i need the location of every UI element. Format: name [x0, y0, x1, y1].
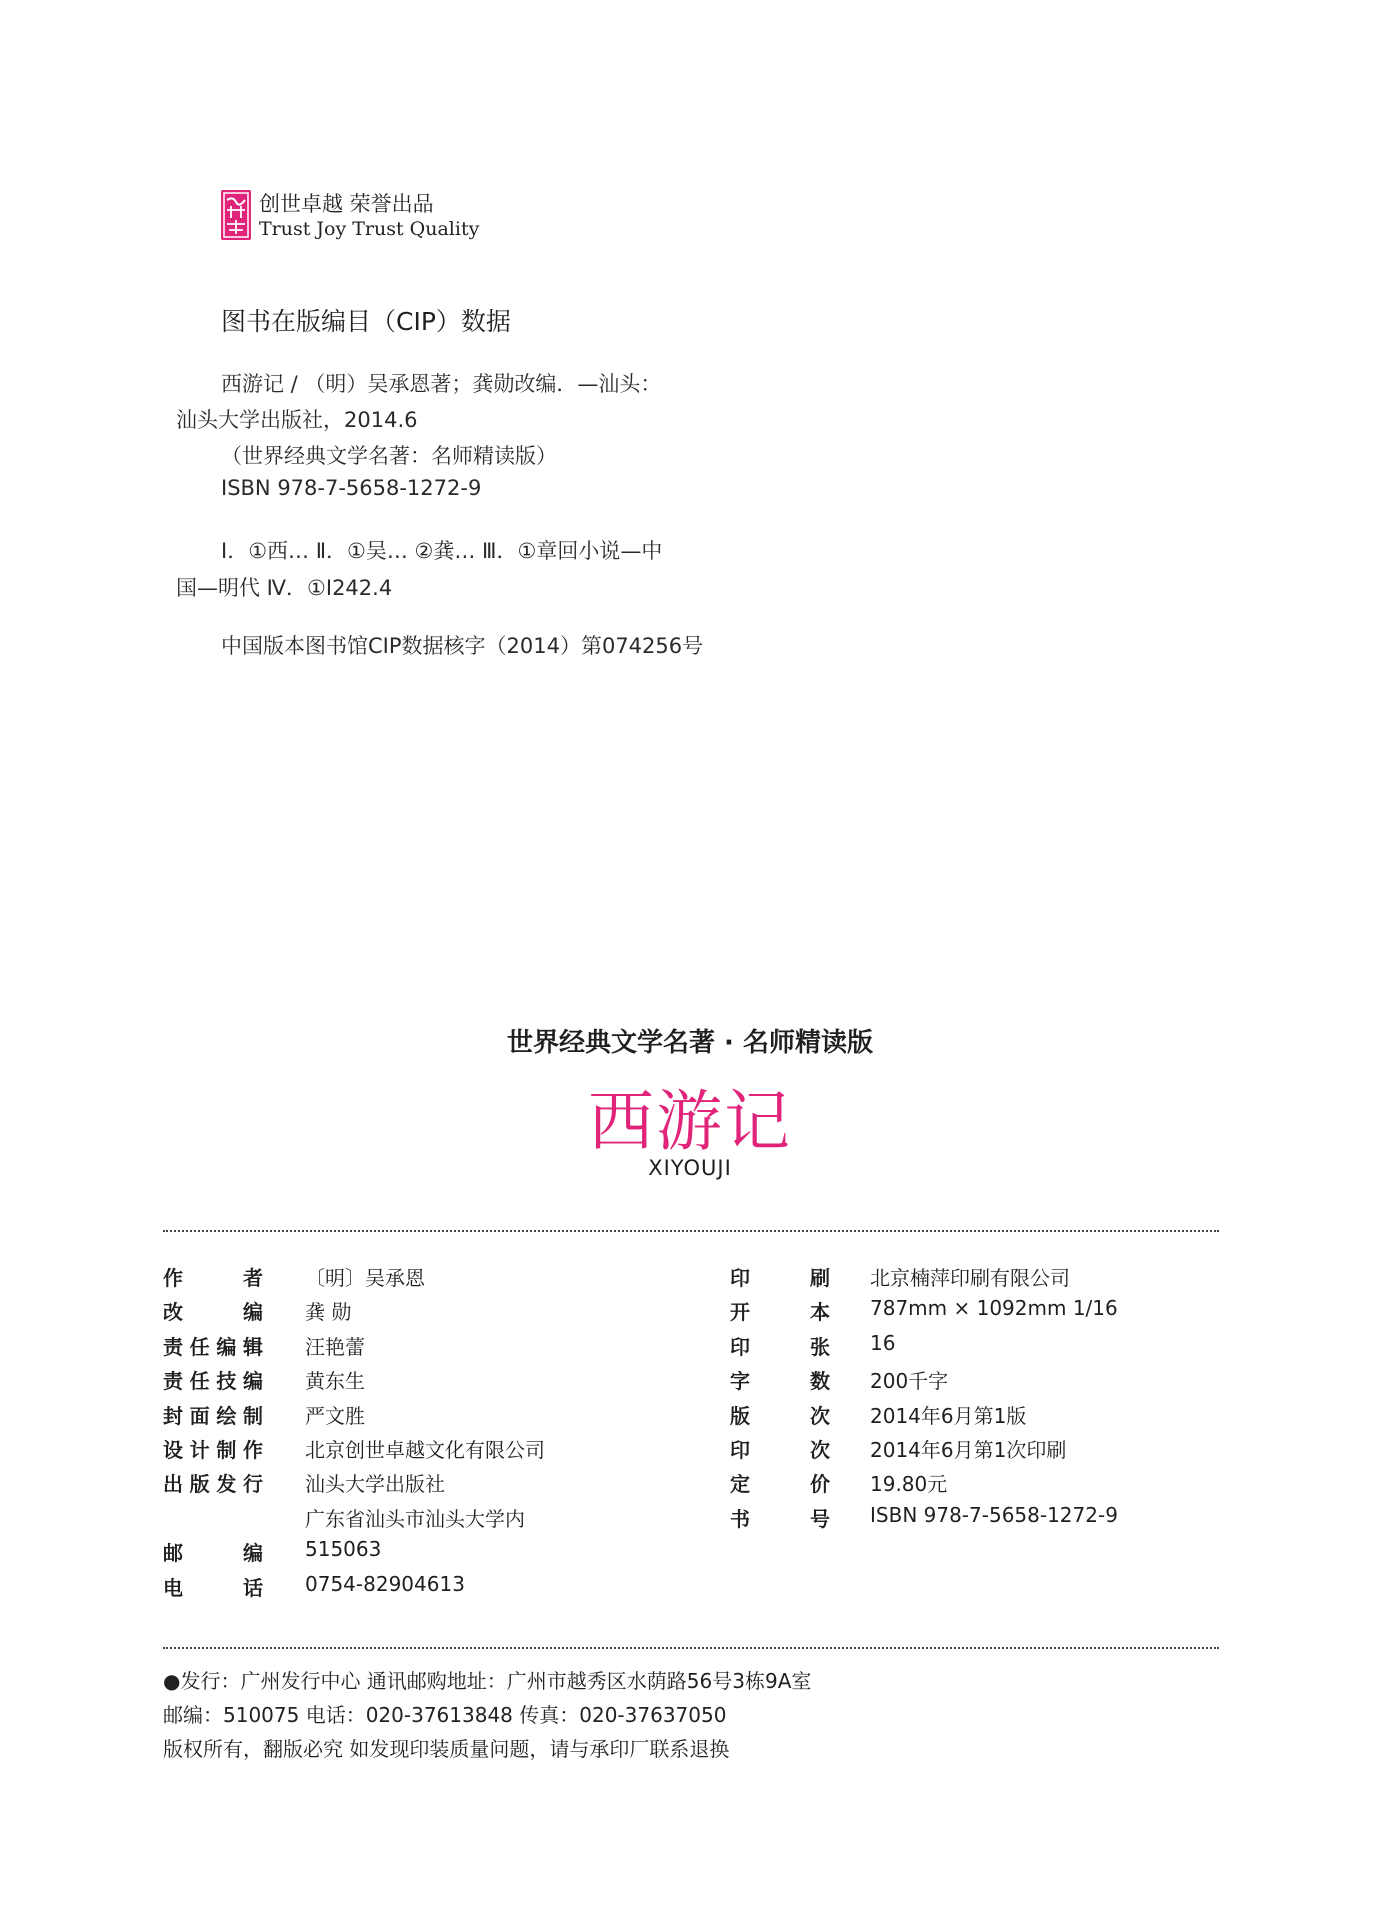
imprint-label	[730, 1365, 830, 1394]
imprint-label-char: 话	[243, 1575, 263, 1600]
imprint-value: 19.80元	[870, 1472, 948, 1497]
publisher-name-en: Trust Joy Trust Quality	[259, 218, 480, 240]
imprint-value: 严文胜	[305, 1403, 365, 1428]
imprint-label-char: 封	[163, 1403, 183, 1428]
imprint-label-char: 印	[730, 1438, 750, 1462]
imprint-label	[730, 1296, 830, 1325]
series-title: 世界经典文学名著 · 名师精读版	[507, 1028, 873, 1058]
cip-line: ISBN 978-7-5658-1272-9	[221, 476, 482, 500]
book-title-pinyin: XIYOUJI	[648, 1156, 732, 1180]
imprint-value: 515063	[305, 1537, 382, 1562]
cip-line: 国—明代 Ⅳ．①I242.4	[176, 576, 393, 600]
imprint-label-char: 定	[730, 1472, 750, 1497]
imprint-label	[730, 1503, 830, 1532]
imprint-label	[163, 1365, 263, 1394]
imprint-value: 龚 勋	[305, 1300, 352, 1325]
imprint-label-char: 编	[216, 1334, 237, 1359]
imprint-label-char: 开	[730, 1300, 750, 1325]
imprint-label-char: 作	[242, 1438, 263, 1462]
imprint-value: 2014年6月第1版	[870, 1403, 1027, 1428]
imprint-value: 汕头大学出版社	[305, 1472, 445, 1497]
imprint-value: 广东省汕头市汕头大学内	[305, 1506, 525, 1531]
imprint-label-char: 编	[243, 1300, 263, 1325]
imprint-label-char: 编	[243, 1541, 263, 1566]
book-title: 西游记	[588, 1083, 792, 1160]
imprint-label-char: 字	[730, 1369, 750, 1394]
imprint-label-char: 邮	[163, 1541, 183, 1566]
imprint-label-char: 者	[243, 1266, 263, 1290]
imprint-label-char: 出	[163, 1472, 183, 1497]
publisher-name-zh: 创世卓越 荣誉出品	[259, 192, 434, 216]
imprint-label-char: 张	[810, 1334, 830, 1359]
imprint-label-char: 设	[163, 1438, 183, 1462]
imprint-label	[163, 1400, 263, 1429]
imprint-label-char: 绘	[216, 1403, 237, 1428]
imprint-value: 2014年6月第1次印刷	[870, 1438, 1067, 1462]
imprint-label-char: 本	[810, 1300, 830, 1325]
imprint-label	[730, 1468, 830, 1497]
cip-line: 汕头大学出版社，2014.6	[176, 408, 418, 432]
imprint-label-char: 次	[810, 1403, 830, 1428]
divider	[163, 1230, 1219, 1232]
imprint-label-char: 书	[730, 1506, 750, 1531]
imprint-label-char: 版	[730, 1403, 750, 1428]
imprint-label-char: 面	[189, 1403, 210, 1428]
imprint-label-char: 责	[163, 1369, 183, 1394]
imprint-label-char: 号	[810, 1506, 830, 1531]
imprint-label-char: 电	[163, 1575, 183, 1600]
imprint-label-char: 发	[216, 1472, 237, 1497]
imprint-label	[163, 1468, 263, 1497]
imprint-label-char: 编	[242, 1369, 263, 1394]
imprint-label-char: 辑	[242, 1334, 263, 1359]
imprint-label-char: 改	[163, 1300, 183, 1325]
imprint-label-char: 计	[189, 1438, 210, 1462]
imprint-label-char: 技	[216, 1369, 237, 1394]
divider	[163, 1647, 1219, 1649]
imprint-label-char: 刷	[810, 1266, 830, 1290]
imprint-label	[163, 1572, 263, 1601]
imprint-value: 北京楠萍印刷有限公司	[870, 1266, 1070, 1290]
cip-line: （世界经典文学名著：名师精读版）	[221, 444, 557, 468]
imprint-label	[163, 1331, 263, 1360]
imprint-label	[163, 1262, 263, 1291]
imprint-label-char: 印	[730, 1334, 750, 1359]
imprint-value: 0754-82904613	[305, 1571, 465, 1596]
cip-line: 中国版本图书馆CIP数据核字（2014）第074256号	[221, 634, 704, 658]
distribution-line: ●发行：广州发行中心 通讯邮购地址：广州市越秀区水荫路56号3栋9A室	[163, 1669, 812, 1693]
imprint-label-char: 行	[242, 1472, 263, 1497]
imprint-label-char: 次	[810, 1438, 830, 1462]
imprint-label-char: 作	[163, 1266, 183, 1290]
imprint-label	[163, 1296, 263, 1325]
imprint-value: 黄东生	[305, 1369, 365, 1394]
imprint-value: 16	[870, 1330, 896, 1355]
imprint-value: 200千字	[870, 1369, 949, 1394]
imprint-label-char: 任	[189, 1369, 210, 1394]
imprint-value: 〔明〕吴承恩	[305, 1266, 425, 1290]
imprint-value: 北京创世卓越文化有限公司	[305, 1438, 545, 1462]
imprint-label	[730, 1262, 830, 1291]
imprint-value: ISBN 978-7-5658-1272-9	[870, 1502, 1118, 1527]
cip-line: Ⅰ．①西… Ⅱ．①吴… ②龚… Ⅲ．①章回小说—中	[221, 539, 663, 563]
imprint-label	[730, 1331, 830, 1360]
imprint-label-char: 版	[189, 1472, 210, 1497]
imprint-label-char: 责	[163, 1334, 183, 1359]
imprint-label	[730, 1434, 830, 1463]
imprint-value: 汪艳蕾	[305, 1334, 365, 1359]
imprint-label-char: 价	[810, 1472, 830, 1497]
copyright-line: 版权所有，翻版必究 如发现印装质量问题，请与承印厂联系退换	[163, 1737, 730, 1761]
imprint-label	[730, 1400, 830, 1429]
seal-icon	[221, 190, 251, 240]
imprint-label-char: 数	[810, 1369, 830, 1394]
imprint-label-char: 制	[242, 1403, 263, 1428]
imprint-label-char: 任	[189, 1334, 210, 1359]
imprint-label-char: 制	[216, 1438, 237, 1462]
imprint-label	[163, 1537, 263, 1566]
imprint-label	[163, 1434, 263, 1463]
contact-line: 邮编：510075 电话：020-37613848 传真：020-37637050	[163, 1703, 727, 1727]
cip-heading: 图书在版编目（CIP）数据	[221, 307, 511, 336]
cip-line: 西游记 / （明）吴承恩著；龚勋改编．—汕头：	[221, 372, 662, 396]
imprint-value: 787mm × 1092mm 1/16	[870, 1296, 1118, 1321]
imprint-label-char: 印	[730, 1266, 750, 1290]
